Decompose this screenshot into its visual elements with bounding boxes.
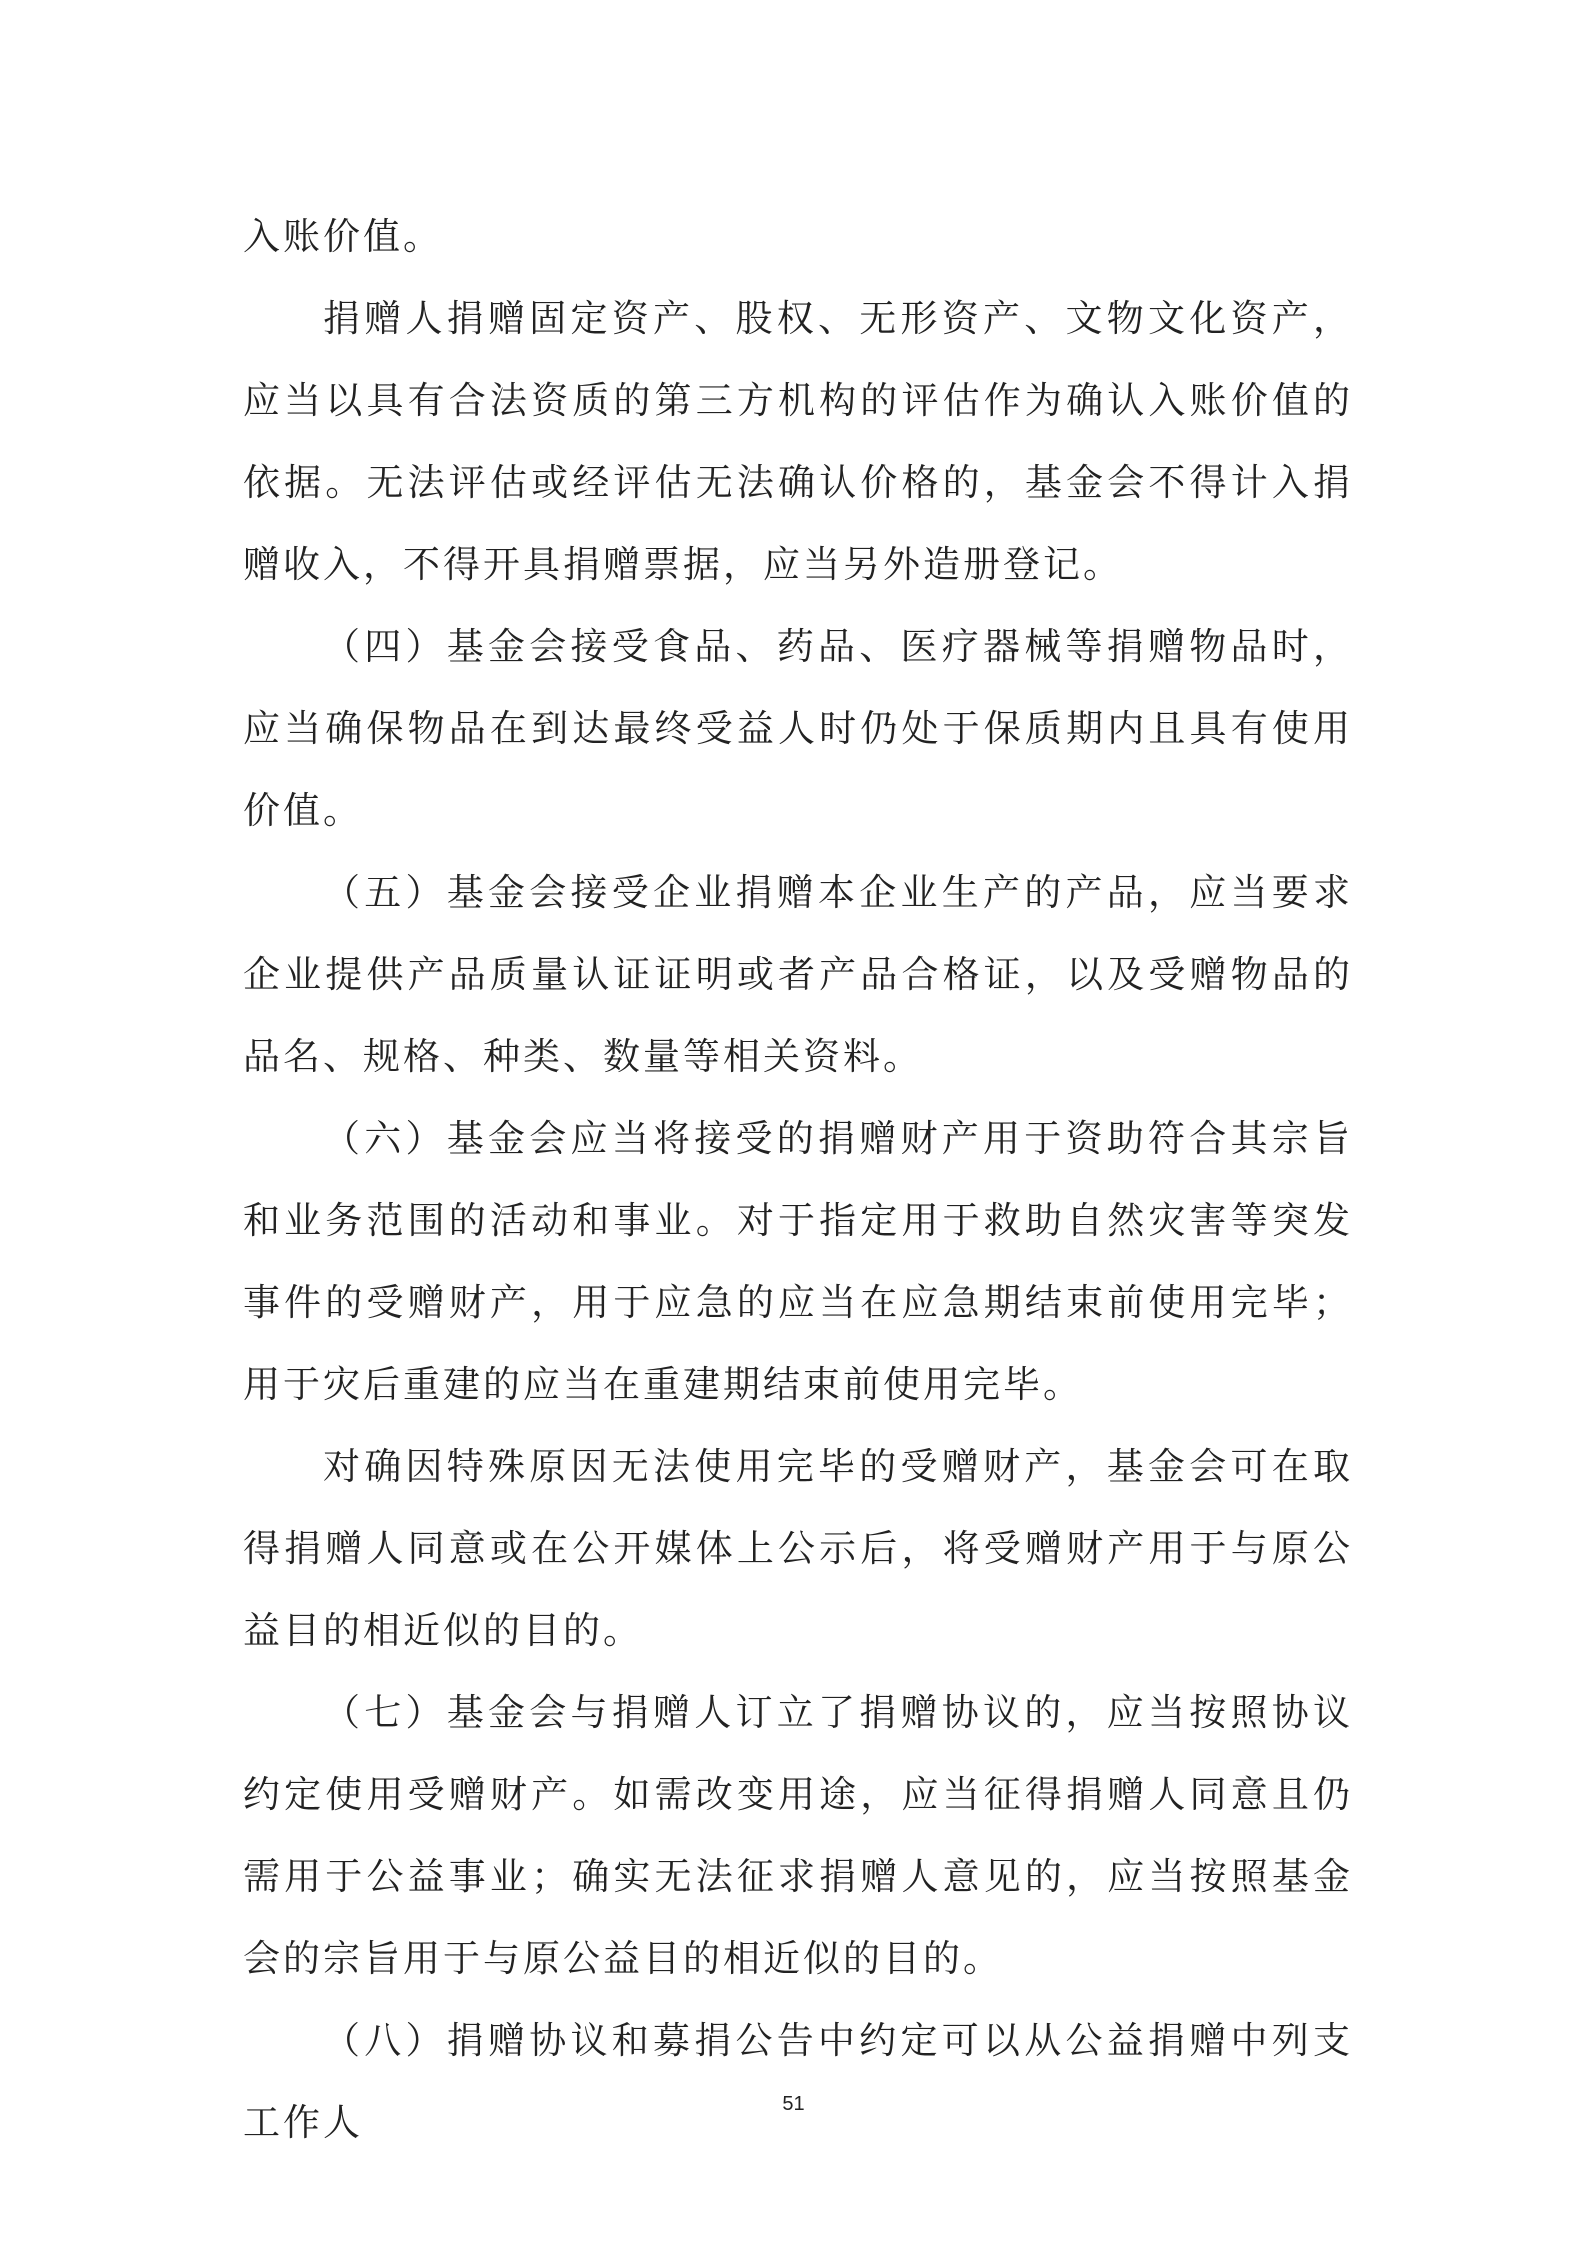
paragraph-item-four: （四）基金会接受食品、药品、医疗器械等捐赠物品时，应当确保物品在到达最终受益人时仍处于保质期内且具有使用价值。 — [243, 625, 1353, 832]
paragraph-item-seven: （七）基金会与捐赠人订立了捐赠协议的，应当按照协议约定使用受赠财产。如需改变用途，应当征得捐赠人同意且仍需用于公益事业；确实无法征求捐赠人意见的，应当按照基金会的宗旨用于与原公益目的相近似的目的。 — [243, 1691, 1353, 1980]
paragraph-unused-property: 对确因特殊原因无法使用完毕的受赠财产，基金会可在取得捐赠人同意或在公开媒体上公示后，将受赠财产用于与原公益目的相近似的目的。 — [243, 1445, 1353, 1652]
paragraph-item-five: （五）基金会接受企业捐赠本企业生产的产品，应当要求企业提供产品质量认证证明或者产品合格证，以及受赠物品的品名、规格、种类、数量等相关资料。 — [243, 871, 1353, 1078]
paragraph-continuation: 入账价值。 — [243, 215, 443, 258]
paragraph-item-eight: （八）捐赠协议和募捐公告中约定可以从公益捐赠中列支工作人 — [243, 2019, 1353, 2144]
paragraph-item-six: （六）基金会应当将接受的捐赠财产用于资助符合其宗旨和业务范围的活动和事业。对于指定用于救助自然灾害等突发事件的受赠财产，用于应急的应当在应急期结束前使用完毕；用于灾后重建的应当在重建期结束前使用完毕。 — [243, 1117, 1353, 1406]
page-number: 51 — [782, 2093, 805, 2115]
document-body — [243, 196, 1353, 2164]
paragraph-donated-assets-valuation: 捐赠人捐赠固定资产、股权、无形资产、文物文化资产，应当以具有合法资质的第三方机构的评估作为确认入账价值的依据。无法评估或经评估无法确认价格的，基金会不得计入捐赠收入，不得开具捐赠票据，应当另外造册登记。 — [243, 297, 1353, 586]
